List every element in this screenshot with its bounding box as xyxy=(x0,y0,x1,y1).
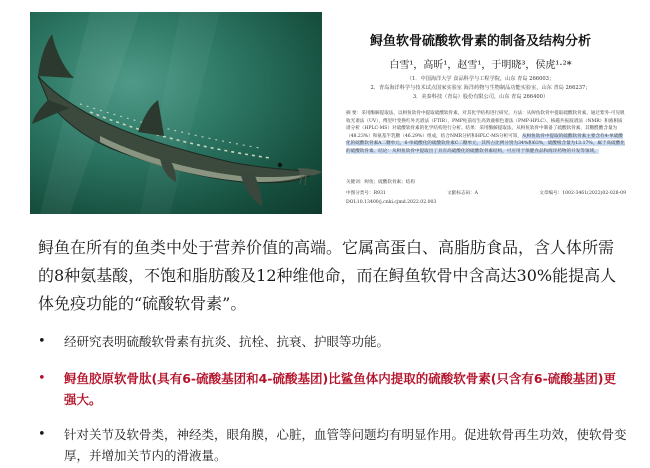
paper-affiliation-2: 2．青岛海洋科学与技术试点国家实验室 海洋药物与生物制品功能实验室，山东 青岛 266237； xyxy=(370,85,591,91)
bullet-text: 鲟鱼胶原软骨肽(具有6-硫酸基团和4-硫酸基团)比鲨鱼体内提取的硫酸软骨素(只含有6-硫酸基团)更强大。 xyxy=(64,371,617,407)
paper-article-no: 文章编号：1002-3461(2022)02-028-09 xyxy=(539,191,626,196)
bullet-dot-icon: • xyxy=(38,427,46,442)
paper-doc-code: 文献标志码：A xyxy=(447,191,478,196)
intro-paragraph: 鲟鱼在所有的鱼类中处于营养价值的高端。它属高蛋白、高脂肪食品，含人体所需的8种氨基酸，不饱和脂肪酸及12种维他命，而在鲟鱼软骨中含高达30%能提高人体免疫功能的“硫酸软骨素”。 xyxy=(38,238,617,313)
abstract-highlighted-text: 从鲟鱼软骨中提取的硫酸软骨素主要含有4-单硫酸化的硫酸软骨素A二糖单元，6-单硫酸化的硫酸软骨素C二糖单元，其所占比例分别为34%和63%，硫酸根含量为13.17%，属于高硫酸化的硫酸软骨素。结论：从鲟鱼软骨中提取出了具有高硫酸化的硫酸软骨素结构，可应用于保健食品和海洋药物的开发等领域。 xyxy=(346,133,625,154)
bullet-dot-icon: • xyxy=(38,371,46,386)
paper-title: 鲟鱼软骨硫酸软骨素的制备及结构分析 xyxy=(369,34,591,49)
paper-authors: 白雪¹，高昕¹，赵雪¹，于明晓³，侯虎¹·²* xyxy=(389,60,572,71)
paper-abstract xyxy=(346,110,626,156)
bullet-text: 经研究表明硫酸软骨素有抗炎、抗栓、抗衰、护眼等功能。 xyxy=(64,334,390,349)
sturgeon-photo xyxy=(30,12,322,214)
paper-affiliation-1: （1．中国海洋大学 食品科学与工程学院，山东 青岛 266003； xyxy=(406,76,555,82)
paper-meta-row xyxy=(346,190,626,196)
paper-affiliation-3: 3．美泰科技（青岛）股份有限公司，山东 青岛 266400） xyxy=(412,94,549,100)
paper-excerpt xyxy=(328,12,633,218)
abstract-text: 摘 要：采用酶解提取法，以鲟鱼软骨中提取硫酸软骨素，对其化学结构进行研究。方法：从鲟鱼软骨中提取硫酸软骨素，通过紫外-可见吸收光谱法（UV），傅里叶变换红外光谱法（FTIR），PMP柱前衍生高效液相色谱法（PMP-HPLC）、核磁共振波谱法（NMR）和液相质谱分析（HPLC-MS）对硫酸软骨素的化学结构进行分析。结果：采用酶解提取法，从鲟鱼软骨中制备了硫酸软骨素，其糖醛酸含量为（48.23%）和氨基半乳糖（46.29%）组成，结合NMR分析和HPLC-MS分析可知， xyxy=(346,111,625,139)
sturgeon-illustration xyxy=(30,12,322,214)
bullet-text: 针对关节及软骨类，神经类，眼角膜，心脏，血管等问题均有明显作用。促进软骨再生功效，使软骨变厚，并增加关节内的滑液量。 xyxy=(64,427,627,463)
paper-clc: 中图分类号：R931 xyxy=(346,191,386,196)
paper-doi: DOI:10.13400/j.cnki.cjmd.2022.02.003 xyxy=(346,200,437,205)
bullet-dot-icon: • xyxy=(38,334,46,349)
paper-keywords: 关键词：鲟鱼；硫酸软骨素；结构 xyxy=(346,180,415,185)
